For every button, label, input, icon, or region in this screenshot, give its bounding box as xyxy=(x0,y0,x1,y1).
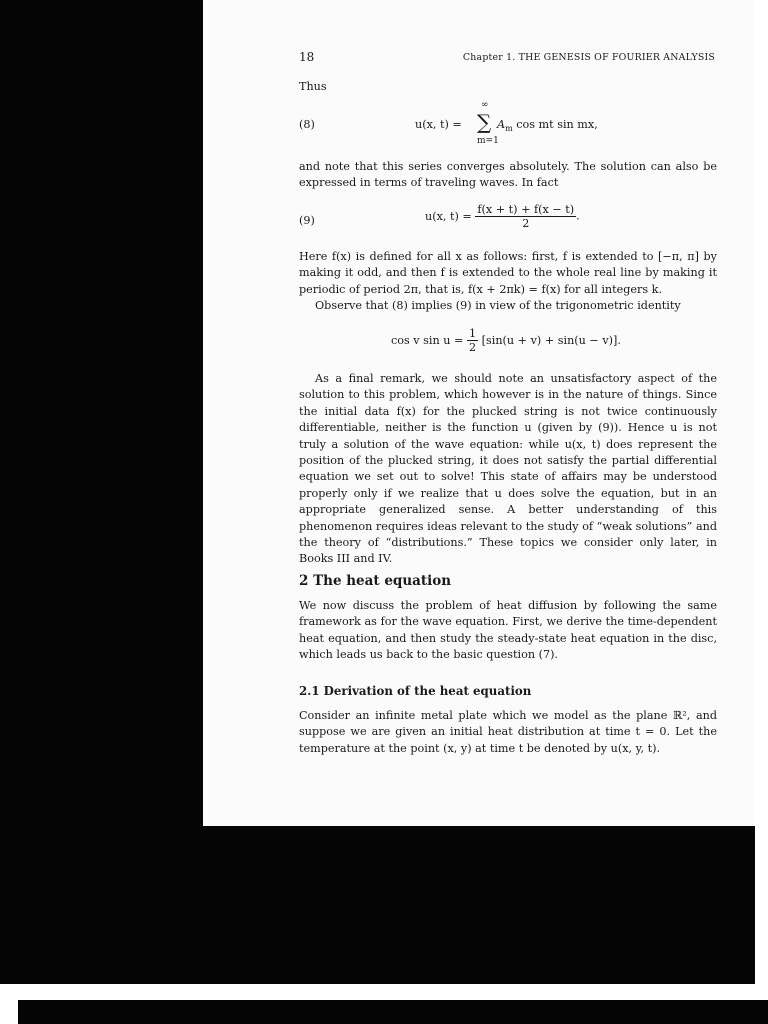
page-number: 18 xyxy=(299,50,315,64)
paragraph-thus: Thus xyxy=(299,80,327,93)
section-heading: 2 The heat equation xyxy=(299,573,452,589)
equation-8-coefficient: A xyxy=(497,118,506,131)
identity-fraction xyxy=(467,327,478,354)
equation-9-denominator: 2 xyxy=(522,217,530,230)
equation-8-sum-upper: ∞ xyxy=(481,100,489,110)
scan-border-left xyxy=(0,0,203,830)
equation-8-trig: cos mt sin mx, xyxy=(512,118,598,131)
identity-lhs: cos v sin u = xyxy=(391,334,464,347)
equation-9-number: (9) xyxy=(299,214,315,227)
running-title: Chapter 1. THE GENESIS OF FOURIER ANALYSIS xyxy=(462,52,715,63)
paragraph-heat-intro: We now discuss the problem of heat diffusion by following the same framework as for the wave equation. First, we derive the time-dependent heat equation, and then study the steady-state heat equation in the disc, which leads us back to the basic question (7). xyxy=(299,599,717,662)
paragraph-here: Here f(x) is defined for all x as follows: first, f is extended to [−π, π] by making it odd, and then f is extended to the whole real line by making it periodic of period 2π, that is, f(x + 2πk) = f(x) for all integers k. xyxy=(299,250,717,296)
equation-8-number: (8) xyxy=(299,118,315,131)
paragraph-observe: Observe that (8) implies (9) in view of the trigonometric identity xyxy=(315,299,681,312)
scan-border-strip xyxy=(18,1000,768,1024)
equation-8-rhs xyxy=(497,118,598,133)
equation-9-fraction xyxy=(475,203,576,230)
identity-denominator: 2 xyxy=(468,341,477,354)
equation-9-numerator: f(x + t) + f(x − t) xyxy=(477,203,575,216)
paragraph-final-remark: As a final remark, we should note an unsatisfactory aspect of the solution to this problem, which however is in the nature of things. Since the initial data f(x) for the plucked string is not twice continuously differentiable, neither is the function u (given by (9)). Hence u is not truly a solution of the wave equation: while u(x, t) does represent the position of the plucked string, it does not satisfy the partial differential equation we set out to solve! This state of affairs may be understood properly only if we realize that u does solve the equation, but in an appropriate generalized sense. A better understanding of this phenomenon requires ideas relevant to the study of “weak solutions” and the theory of “distributions.” These topics we consider only later, in Books III and IV. xyxy=(299,372,717,566)
paragraph-converges: and note that this series converges absolutely. The solution can also be expressed in terms of traveling waves. In fact xyxy=(299,160,717,190)
equation-8-sum-lower: m=1 xyxy=(477,136,499,146)
identity-rhs: [sin(u + v) + sin(u − v)]. xyxy=(481,334,621,347)
book-page xyxy=(203,0,753,826)
subsection-heading: 2.1 Derivation of the heat equation xyxy=(299,684,532,698)
equation-9-lhs: u(x, t) = xyxy=(425,210,472,223)
paragraph-derivation: Consider an infinite metal plate which we model as the plane ℝ², and suppose we are given an initial heat distribution at time t = 0. Let the temperature at the point (x, y) at time t be denoted by u(x, y, t). xyxy=(299,709,717,755)
equation-9-period: . xyxy=(576,209,580,223)
scan-border-bottom xyxy=(0,826,755,984)
sum-symbol: ∑ xyxy=(477,110,492,134)
equation-8-lhs: u(x, t) = xyxy=(415,118,462,131)
identity-numerator: 1 xyxy=(468,327,477,340)
equation-8-coefficient-sub: m xyxy=(505,124,513,134)
equation-9 xyxy=(425,203,580,230)
trig-identity xyxy=(391,327,621,354)
